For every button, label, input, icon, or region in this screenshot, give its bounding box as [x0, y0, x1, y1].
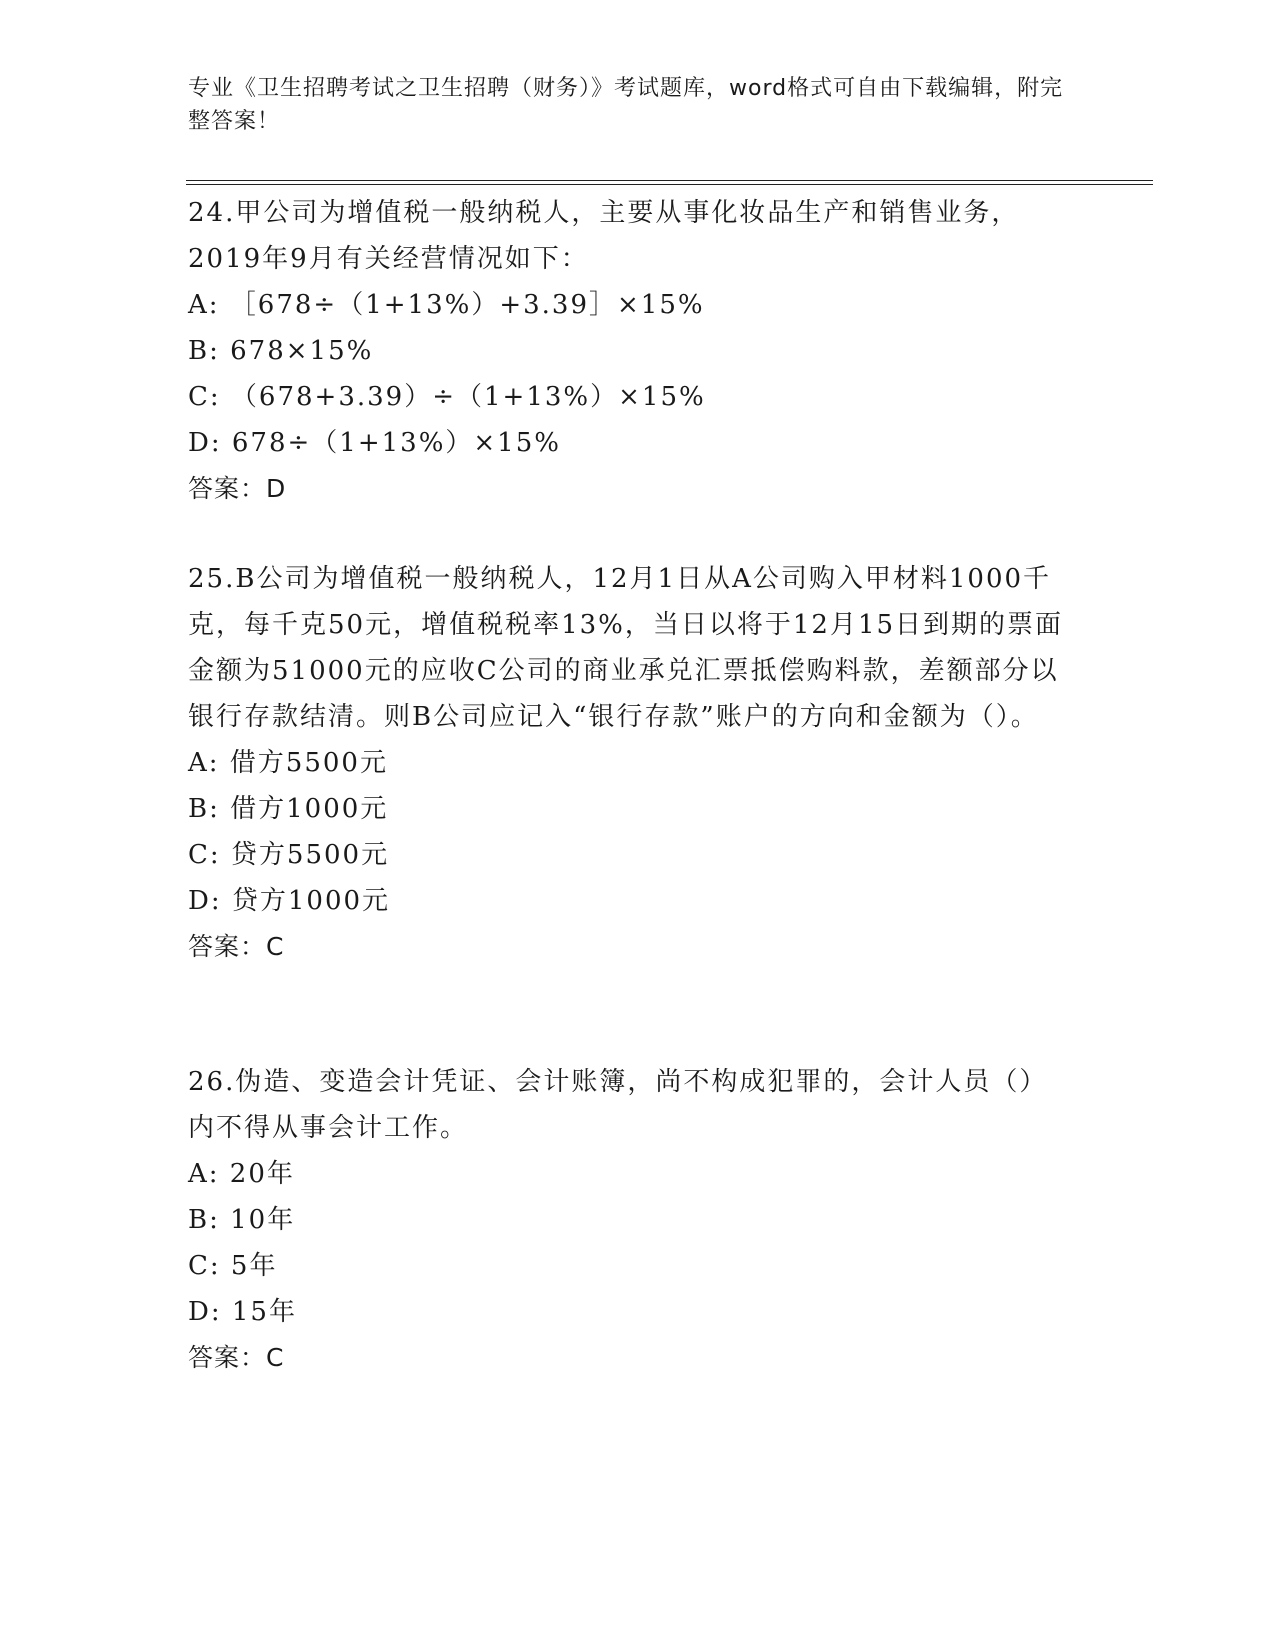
option-b: B: 借方1000元 — [188, 794, 389, 824]
option-b: B: 10年 — [188, 1205, 296, 1235]
option-a: A: 20年 — [188, 1159, 295, 1189]
option-d: D: 678÷（1+13%）×15% — [188, 428, 561, 458]
option-a: A: 借方5500元 — [188, 748, 388, 778]
option-d: D: 15年 — [188, 1297, 297, 1327]
question-24 — [188, 190, 1068, 512]
question-stem: 25.B公司为增值税一般纳税人，12月1日从A公司购入甲材料1000千克，每千克50元，增值税税率13%，当日以将于12月15日到期的票面金额为51000元的应收C公司的商业承兑汇票抵偿购料款，差额部分以银行存款结清。则B公司应记入“银行存款”账户的方向和金额为（）。 — [188, 564, 1064, 732]
answer-line: 答案：C — [188, 1343, 285, 1372]
question-stem: 24.甲公司为增值税一般纳税人，主要从事化妆品生产和销售业务，2019年9月有关经营情况如下： — [188, 198, 1020, 274]
question-25 — [188, 556, 1068, 970]
answer-line: 答案：C — [188, 932, 285, 961]
question-stem: 26.伪造、变造会计凭证、会计账簿，尚不构成犯罪的，会计人员（）内不得从事会计工作。 — [188, 1067, 1048, 1143]
header-divider-top — [186, 180, 1153, 181]
question-26 — [188, 1059, 1068, 1381]
option-c: C: （678+3.39）÷（1+13%）×15% — [188, 382, 706, 412]
option-b: B: 678×15% — [188, 336, 374, 366]
header-divider-bottom — [186, 184, 1153, 185]
answer-line: 答案：D — [188, 474, 287, 503]
option-c: C: 5年 — [188, 1251, 278, 1281]
option-d: D: 贷方1000元 — [188, 886, 391, 916]
document-header: 专业《卫生招聘考试之卫生招聘（财务）》考试题库，word格式可自由下载编辑，附完整答案！ — [188, 76, 1064, 134]
option-a: A: ［678÷（1+13%）+3.39］×15% — [188, 290, 705, 320]
option-c: C: 贷方5500元 — [188, 840, 390, 870]
